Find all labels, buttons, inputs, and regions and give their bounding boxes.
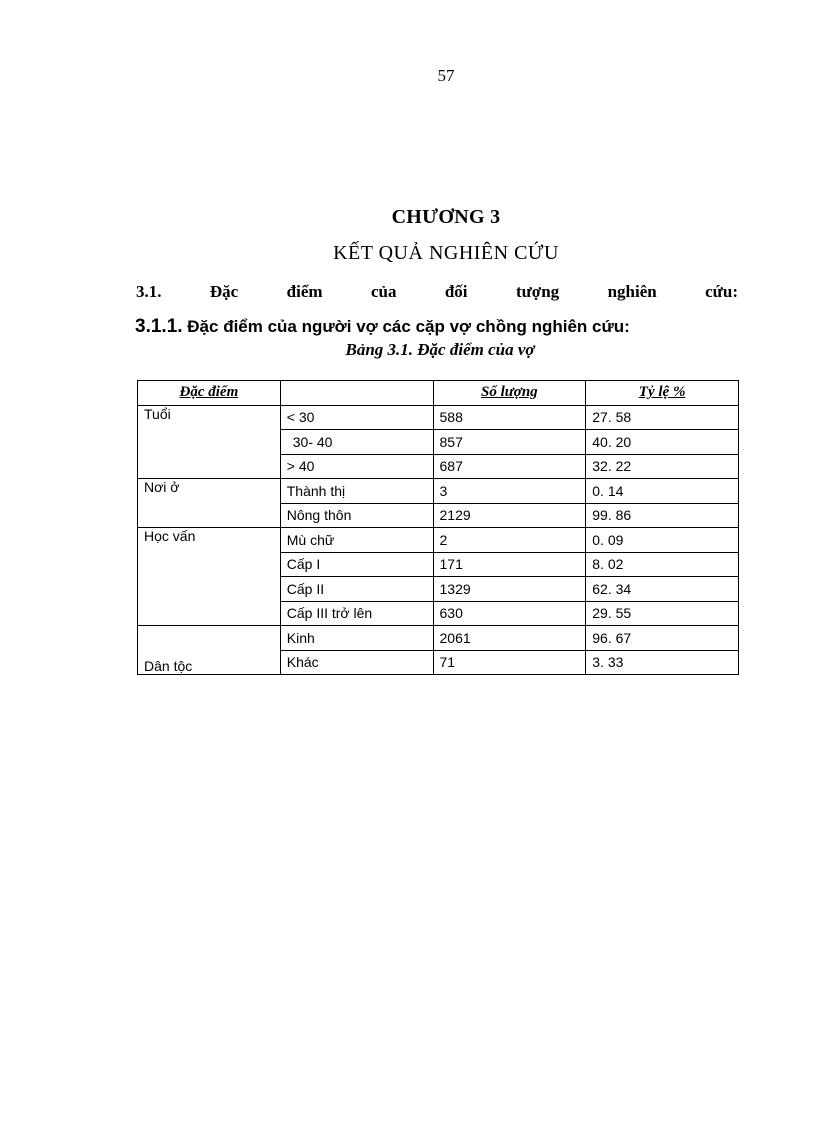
row-count: 1329 (433, 577, 586, 602)
section-word: nghiên (607, 282, 657, 301)
group-label-ethnicity: Dân tộc (138, 626, 281, 675)
section-word: tượng (515, 282, 560, 301)
table-caption: Bảng 3.1. Đặc điểm của vợ (345, 340, 535, 359)
section-word: Đặc (209, 282, 239, 301)
section-word: cứu: (705, 282, 738, 301)
group-label-age: Tuổi (138, 405, 281, 479)
section-word: của (370, 282, 397, 301)
row-percent: 99. 86 (586, 503, 739, 528)
chapter-title: KẾT QUẢ NGHIÊN CỨU (333, 242, 559, 264)
row-count: 630 (433, 601, 586, 626)
row-category: Khác (280, 650, 433, 675)
characteristics-table (137, 380, 739, 675)
row-category: Thành thị (280, 479, 433, 504)
group-label-residence: Nơi ở (138, 479, 281, 528)
row-percent: 27. 58 (586, 405, 739, 430)
table-row (138, 528, 739, 553)
header-category (280, 381, 433, 406)
row-category: Cấp I (280, 552, 433, 577)
row-count: 857 (433, 430, 586, 455)
row-percent: 96. 67 (586, 626, 739, 651)
row-category: Cấp II (280, 577, 433, 602)
row-count: 2 (433, 528, 586, 553)
section-word: đối (444, 282, 468, 301)
row-count: 171 (433, 552, 586, 577)
section-word: điểm (286, 282, 323, 301)
row-count: 687 (433, 454, 586, 479)
row-percent: 29. 55 (586, 601, 739, 626)
row-count: 2129 (433, 503, 586, 528)
row-percent: 62. 34 (586, 577, 739, 602)
row-percent: 32. 22 (586, 454, 739, 479)
row-percent: 3. 33 (586, 650, 739, 675)
page-number: 57 (437, 66, 455, 85)
row-percent: 0. 14 (586, 479, 739, 504)
table-row (138, 479, 739, 504)
row-category: 30- 40 (280, 430, 433, 455)
subsection-number: 3.1.1. (135, 316, 183, 337)
row-category: < 30 (280, 405, 433, 430)
row-percent: 40. 20 (586, 430, 739, 455)
table-row (138, 405, 739, 430)
header-percent: Tỷ lệ % (586, 381, 739, 406)
table-row (138, 626, 739, 651)
row-category: > 40 (280, 454, 433, 479)
header-characteristic: Đặc điểm (138, 381, 281, 406)
subsection-title: Đặc điểm của người vợ các cặp vợ chồng nghiên cứu: (187, 317, 630, 336)
chapter-label: CHƯƠNG 3 (391, 206, 501, 228)
header-count: Số lượng (433, 381, 586, 406)
subsection-heading (135, 316, 630, 338)
row-count: 2061 (433, 626, 586, 651)
row-category: Nông thôn (280, 503, 433, 528)
row-count: 71 (433, 650, 586, 675)
row-category: Cấp III trở lên (280, 601, 433, 626)
row-count: 3 (433, 479, 586, 504)
row-count: 588 (433, 405, 586, 430)
row-percent: 8. 02 (586, 552, 739, 577)
row-category: Mù chữ (280, 528, 433, 553)
group-label-education: Học vấn (138, 528, 281, 626)
table-header-row (138, 381, 739, 406)
section-heading (136, 282, 738, 302)
section-number: 3.1. (136, 282, 162, 301)
row-category: Kinh (280, 626, 433, 651)
row-percent: 0. 09 (586, 528, 739, 553)
